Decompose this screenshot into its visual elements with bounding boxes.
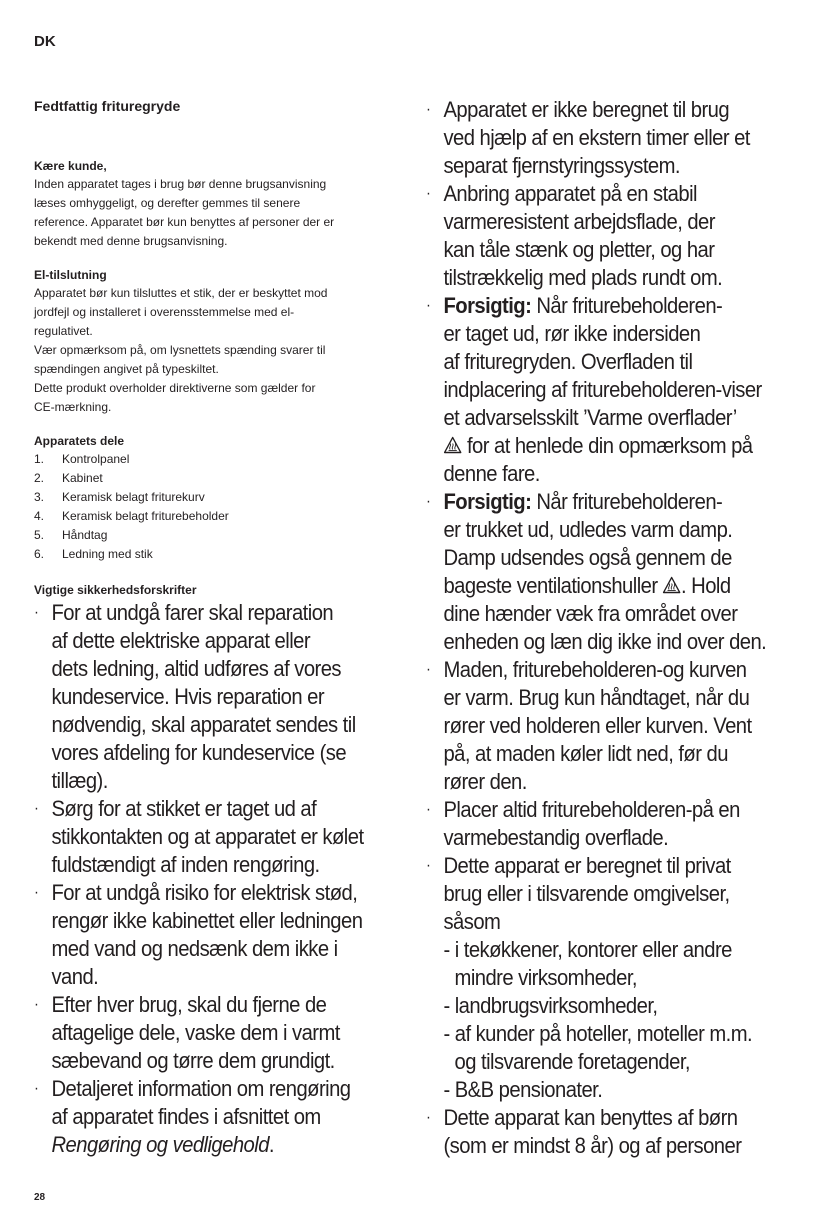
bullet: · [34,996,39,1013]
text-line: af dette elektriske apparat eller [51,628,311,653]
hot-steam-warning-icon [663,576,681,594]
safety-list-left [34,599,384,1159]
item-label: Kabinet [62,471,103,485]
hot-surface-warning-icon [443,436,461,454]
text-line: af apparatet findes i afsnittet om [51,1104,321,1129]
electrical-line: CE-mærkning. [34,400,112,414]
text-line: - i tekøkkener, kontorer eller andre [443,937,732,962]
text-line: mindre virksomheder, [454,965,637,990]
safety-heading: Vigtige sikkerhedsforskrifter [34,583,197,597]
bullet: · [426,857,431,874]
text-line: Damp udsendes også gennem de [443,545,732,570]
text-line: (som er mindst 8 år) og af personer [443,1133,742,1158]
text-line: brug eller i tilsvarende omgivelser, [443,881,730,906]
text-line: Maden, friturebeholderen-og kurven [443,657,747,682]
text-line: tilstrækkelig med plads rundt om. [443,265,723,290]
text-line: kan tåle stænk og pletter, og har [443,237,715,262]
electrical-line: jordfejl og installeret i overensstemmelse med el- [34,305,295,319]
greeting-heading: Kære kunde, [34,159,107,173]
language-code: DK [34,33,56,50]
bullet: · [34,604,39,621]
text-line: denne fare. [443,461,540,486]
text-line: rører ved holderen eller kurven. Vent [443,713,752,738]
greeting-text [34,175,384,251]
bullet: · [34,800,39,817]
list-item [34,795,384,879]
text-line: Dette apparat er beregnet til privat [443,853,731,878]
list-item [426,292,816,488]
parts-list [34,450,384,564]
item-label: Keramisk belagt friturekurv [62,490,205,504]
text-line: er trukket ud, udledes varm damp. [443,517,733,542]
text-fragment: . Hold [681,573,731,598]
bullet: · [426,801,431,818]
caution-label: Forsigtig: [443,293,532,318]
bullet: · [34,884,39,901]
text-line: - af kunder på hoteller, moteller m.m. [443,1021,753,1046]
right-column [426,96,816,1160]
dash-list [443,936,816,1104]
text-line: sæbevand og tørre dem grundigt. [51,1048,335,1073]
list-item [426,180,816,292]
list-item [34,545,384,564]
electrical-line: spændingen angivet på typeskiltet. [34,362,219,376]
text-line: af frituregryden. Overfladen til [443,349,693,374]
list-item [426,96,816,180]
text-line: For at undgå risiko for elektrisk stød, [51,880,358,905]
item-label: Ledning med stik [62,547,153,561]
text-line: varmeresistent arbejdsflade, der [443,209,715,234]
list-item [426,488,816,656]
text-line: er varm. Brug kun håndtaget, når du [443,685,750,710]
safety-list-right [426,96,816,1160]
text-fragment: bageste ventilationshuller [443,573,663,598]
dash-item [443,1076,816,1104]
text-line: indplacering af friturebeholderen-viser [443,377,762,402]
text-line [443,572,816,600]
text-line: dine hænder væk fra området over [443,601,738,626]
left-column [34,98,384,1159]
dash-item [443,1020,816,1076]
item-number: 2. [34,471,45,485]
text-line: tillæg). [51,768,108,793]
text-line [443,488,816,516]
text-line: såsom [443,909,501,934]
greeting-line: reference. Apparatet bør kun benyttes af personer der er [34,215,335,229]
punctuation: . [268,1132,274,1157]
text-line: enheden og læn dig ikke ind over den. [443,629,767,654]
text-line: rengør ikke kabinettet eller ledningen [51,908,363,933]
text-line: dets ledning, altid udføres af vores [51,656,342,681]
text-line: vores afdeling for kundeservice (se [51,740,347,765]
greeting-line: læses omhyggeligt, og derefter gemmes til senere [34,196,301,210]
text-line [51,1131,383,1159]
text-fragment: Når friturebeholderen- [531,489,723,514]
bullet: · [426,1109,431,1126]
list-item [34,1075,384,1159]
text-line: og tilsvarende foretagender, [454,1049,690,1074]
electrical-line: Apparatet bør kun tilsluttes et stik, der er beskyttet mod [34,286,328,300]
parts-heading: Apparatets dele [34,434,125,448]
list-item [426,1104,816,1160]
text-fragment: Når friturebeholderen- [531,293,723,318]
list-item [34,526,384,545]
text-line: Dette apparat kan benyttes af børn [443,1105,738,1130]
text-line: rører den. [443,769,527,794]
item-number: 3. [34,490,45,504]
bullet: · [426,185,431,202]
list-item [34,991,384,1075]
text-fragment: for at henlede din opmærksom på [461,433,753,458]
cross-reference: Rengøring og vedligehold [51,1132,269,1157]
list-item [34,488,384,507]
text-line: For at undgå farer skal reparation [51,600,334,625]
bullet: · [426,101,431,118]
list-item [34,450,384,469]
text-line [443,432,816,460]
text-line: Placer altid friturebeholderen-på en [443,797,740,822]
electrical-text [34,284,384,417]
list-item [426,656,816,796]
text-line: Detaljeret information om rengøring [51,1076,351,1101]
text-line: ved hjælp af en ekstern timer eller et [443,125,750,150]
text-line: et advarselsskilt ’Varme overflader’ [443,405,737,430]
item-number: 1. [34,452,45,466]
text-line: på, at maden køler lidt ned, før du [443,741,728,766]
text-line: kundeservice. Hvis reparation er [51,684,325,709]
caution-label: Forsigtig: [443,489,532,514]
item-label: Kontrolpanel [62,452,130,466]
dash-item [443,936,816,992]
list-item [34,507,384,526]
dash-item [443,992,816,1020]
page-number: 28 [34,1192,46,1203]
greeting-line: bekendt med denne brugsanvisning. [34,234,228,248]
text-line: - B&B pensionater. [443,1077,603,1102]
text-line: varmebestandig overflade. [443,825,669,850]
text-line: stikkontakten og at apparatet er kølet [51,824,364,849]
text-line: fuldstændigt af inden rengøring. [51,852,320,877]
text-line: Sørg for at stikket er taget ud af [51,796,317,821]
electrical-line: regulativet. [34,324,93,338]
bullet: · [426,493,431,510]
item-number: 4. [34,509,45,523]
item-number: 5. [34,528,45,542]
bullet: · [426,297,431,314]
text-line: separat fjernstyringssystem. [443,153,680,178]
list-item [34,469,384,488]
text-line: Anbring apparatet på en stabil [443,181,697,206]
list-item [34,599,384,795]
text-line: med vand og nedsænk dem ikke i [51,936,338,961]
page-title: Fedtfattig frituregryde [34,98,181,114]
text-line: nødvendig, skal apparatet sendes til [51,712,356,737]
text-line: er taget ud, rør ikke indersiden [443,321,701,346]
electrical-heading: El-tilslutning [34,268,107,282]
list-item [426,852,816,1104]
bullet: · [34,1080,39,1097]
text-line: Apparatet er ikke beregnet til brug [443,97,730,122]
list-item [34,879,384,991]
item-label: Håndtag [62,528,108,542]
electrical-line: Vær opmærksom på, om lysnettets spænding svarer til [34,343,326,357]
electrical-line: Dette produkt overholder direktiverne som gælder for [34,381,316,395]
text-line: Efter hver brug, skal du fjerne de [51,992,327,1017]
text-line: - landbrugsvirksomheder, [443,993,658,1018]
item-label: Keramisk belagt friturebeholder [62,509,229,523]
greeting-line: Inden apparatet tages i brug bør denne brugsanvisning [34,177,327,191]
text-line [443,292,816,320]
list-item [426,796,816,852]
text-line: vand. [51,964,99,989]
bullet: · [426,661,431,678]
text-line: aftagelige dele, vaske dem i varmt [51,1020,340,1045]
item-number: 6. [34,547,45,561]
